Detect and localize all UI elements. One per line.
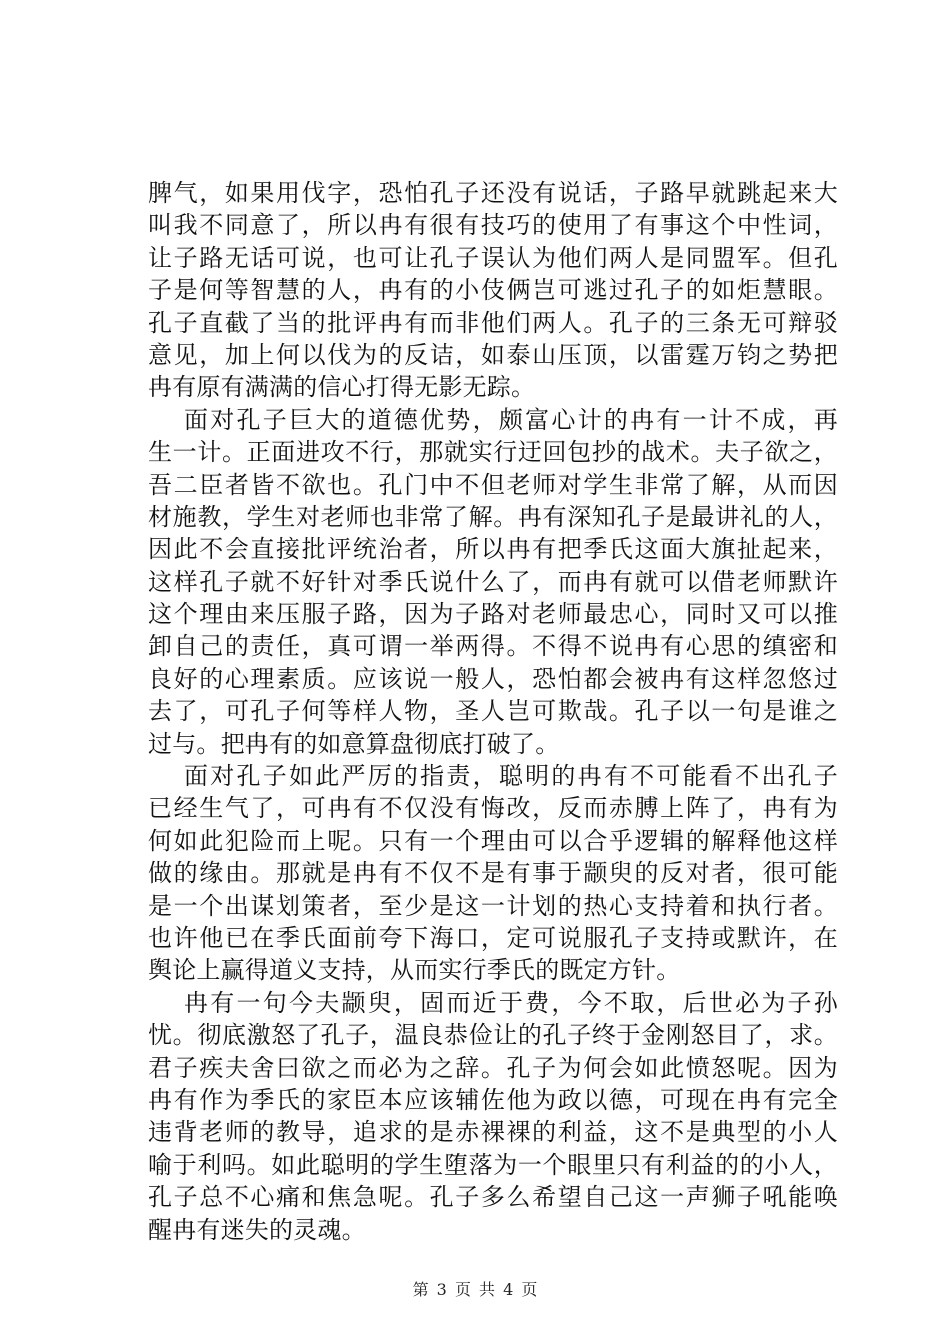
text-line: 孔子总不心痛和焦急呢。孔子多么希望自己这一声狮子吼能唤: [148, 1183, 838, 1212]
text-line: 醒冉有迷失的灵魂。: [148, 1215, 366, 1244]
text-line: 忧。彻底激怒了孔子，温良恭俭让的孔子终于金刚怒目了，求。: [148, 1021, 838, 1050]
text-line: 良好的心理素质。应该说一般人，恐怕都会被冉有这样忽悠过: [148, 664, 838, 693]
text-line: 舆论上赢得道义支持，从而实行季氏的既定方针。: [148, 956, 681, 985]
text-line: 这个理由来压服子路，因为子路对老师最忠心，同时又可以推: [148, 600, 838, 629]
text-line: 违背老师的教导，追求的是赤裸裸的利益，这不是典型的小人: [148, 1118, 838, 1147]
text-line: 让子路无话可说，也可让孔子误认为他们两人是同盟军。但孔: [148, 243, 838, 272]
text-line: 过与。把冉有的如意算盘彻底打破了。: [148, 729, 560, 758]
text-line: 叫我不同意了，所以冉有很有技巧的使用了有事这个中性词，: [148, 211, 838, 240]
text-line: 喻于利吗。如此聪明的学生堕落为一个眼里只有利益的的小人，: [148, 1150, 838, 1179]
text-line: 做的缘由。那就是冉有不仅不是有事于颛臾的反对者，很可能: [148, 859, 838, 888]
text-line: 君子疾夫舍曰欲之而必为之辞。孔子为何会如此愤怒呢。因为: [148, 1053, 838, 1082]
text-line: 已经生气了，可冉有不仅没有悔改，反而赤膊上阵了，冉有为: [148, 794, 838, 823]
text-line: 材施教，学生对老师也非常了解。冉有深知孔子是最讲礼的人，: [148, 502, 838, 531]
text-line: 面对孔子巨大的道德优势，颇富心计的冉有一计不成，再: [184, 405, 838, 434]
text-line: 吾二臣者皆不欲也。孔门中不但老师对学生非常了解，从而因: [148, 470, 838, 499]
text-line: 是一个出谋划策者，至少是这一计划的热心支持着和执行者。: [148, 891, 838, 920]
text-line: 这样孔子就不好针对季氏说什么了，而冉有就可以借老师默许: [148, 567, 838, 596]
text-line: 冉有原有满满的信心打得无影无踪。: [148, 373, 536, 402]
text-line: 冉有作为季氏的家臣本应该辅佐他为政以德，可现在冉有完全: [148, 1085, 838, 1114]
text-line: 卸自己的责任，真可谓一举两得。不得不说冉有心思的缜密和: [148, 632, 838, 661]
text-line: 意见，加上何以伐为的反诘，如泰山压顶，以雷霆万钧之势把: [148, 340, 838, 369]
text-line: 生一计。正面进攻不行，那就实行迂回包抄的战术。夫子欲之，: [148, 438, 838, 467]
text-line: 孔子直截了当的批评冉有而非他们两人。孔子的三条无可辩驳: [148, 308, 838, 337]
text-line: 去了，可孔子何等样人物，圣人岂可欺哉。孔子以一句是谁之: [148, 697, 838, 726]
text-line: 因此不会直接批评统治者，所以冉有把季氏这面大旗扯起来，: [148, 535, 838, 564]
text-line: 何如此犯险而上呢。只有一个理由可以合乎逻辑的解释他这样: [148, 826, 838, 855]
text-line: 子是何等智慧的人，冉有的小伎俩岂可逃过孔子的如炬慧眼。: [148, 276, 838, 305]
text-line: 冉有一句今夫颛臾，固而近于费，今不取，后世必为子孙: [184, 988, 838, 1017]
text-line: 也许他已在季氏面前夸下海口，定可说服孔子支持或默许，在: [148, 923, 838, 952]
text-line: 脾气，如果用伐字，恐怕孔子还没有说话，子路早就跳起来大: [148, 179, 838, 207]
text-line: 面对孔子如此严厉的指责，聪明的冉有不可能看不出孔子: [184, 762, 838, 791]
body-text: [148, 177, 838, 1246]
page-footer: 第 3 页 共 4 页: [412, 1280, 538, 1299]
